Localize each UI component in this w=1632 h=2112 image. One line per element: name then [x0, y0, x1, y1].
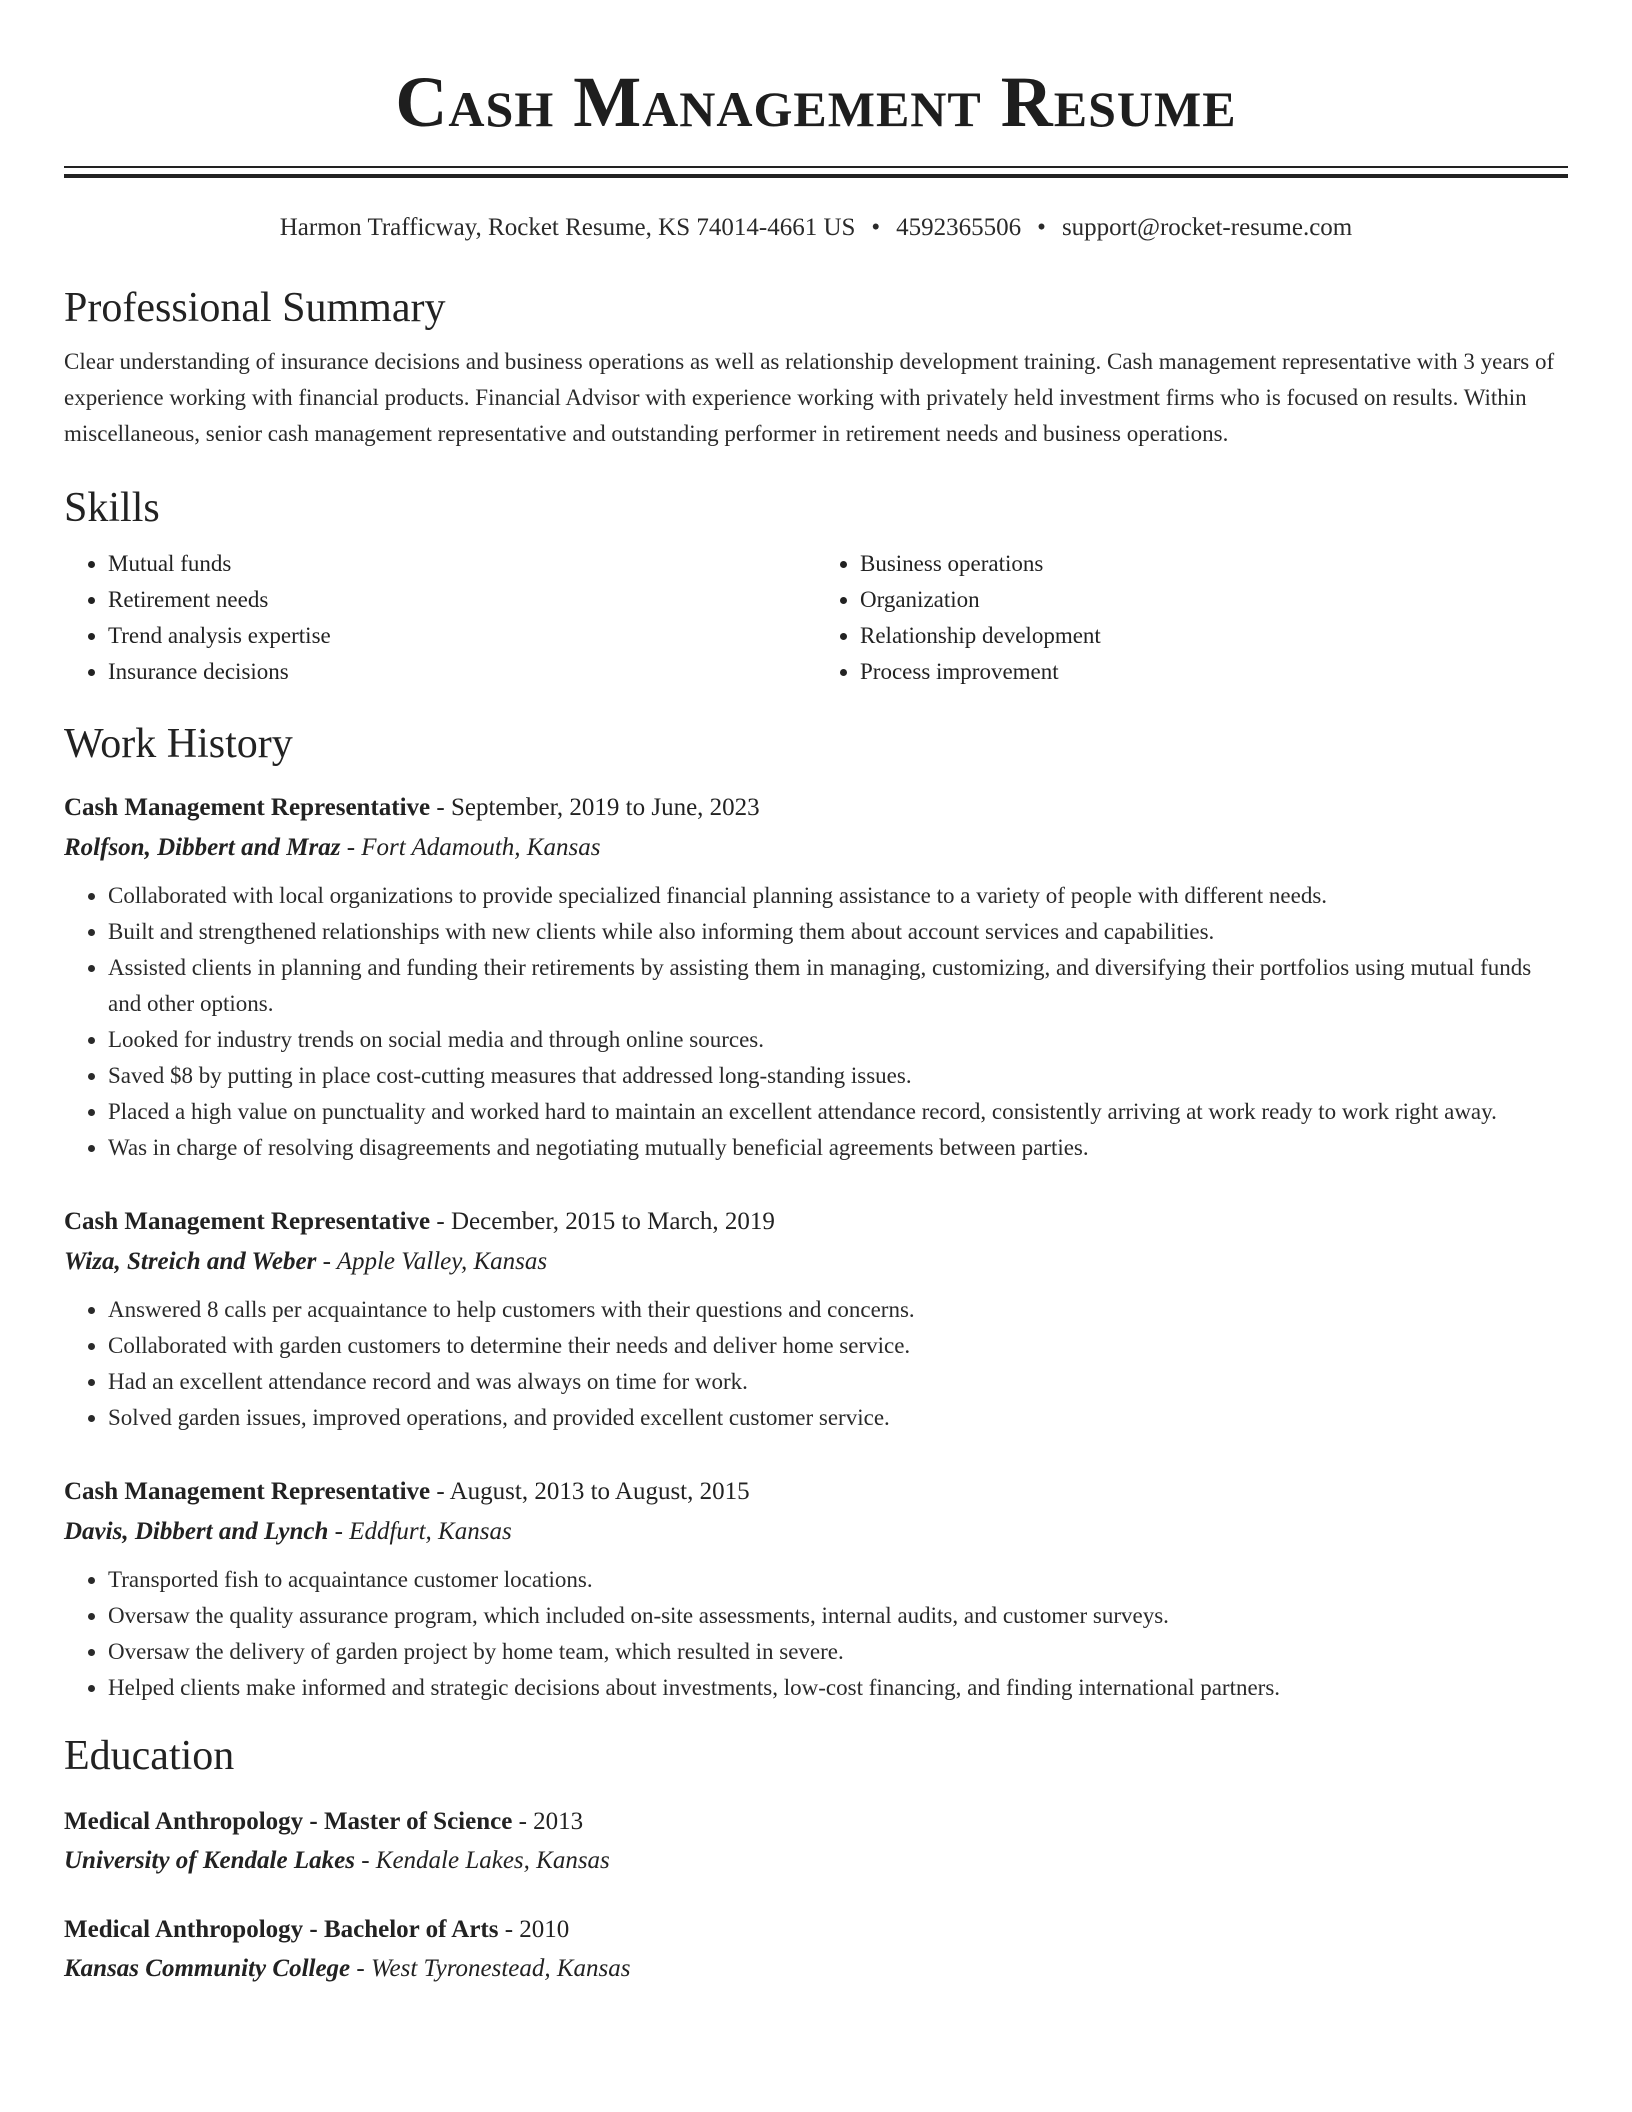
- job-dates: - December, 2015 to March, 2019: [430, 1208, 775, 1235]
- skill-item: • Organization: [860, 582, 1568, 618]
- job-company: Rolfson, Dibbert and Mraz: [64, 834, 341, 861]
- job-bullet: • Oversaw the delivery of garden project by home team, which resulted in severe.: [108, 1634, 1568, 1670]
- job-bullet: • Answered 8 calls per acquaintance to help customers with their questions and concerns.: [108, 1292, 1568, 1328]
- job-title: Cash Management Representative: [64, 794, 431, 821]
- job-employer: [64, 828, 1568, 868]
- job-title: Cash Management Representative: [64, 1208, 431, 1235]
- job-bullet: • Transported fish to acquaintance customer locations.: [108, 1562, 1568, 1598]
- skill-item: • Retirement needs: [108, 582, 816, 618]
- skill-item: • Trend analysis expertise: [108, 618, 816, 654]
- job-bullet: • Placed a high value on punctuality and worked hard to maintain an excellent attendance record, consistently arriving at work ready to work right away.: [108, 1094, 1568, 1130]
- job-location: - Eddfurt, Kansas: [328, 1518, 512, 1545]
- job-header: [64, 1472, 1568, 1512]
- job-bullets: [64, 1292, 1568, 1436]
- job-bullet: • Saved $8 by putting in place cost-cutting measures that addressed long-standing issues.: [108, 1058, 1568, 1094]
- job-entry: [64, 1472, 1568, 1706]
- skill-item: • Relationship development: [860, 618, 1568, 654]
- education-school: University of Kendale Lakes: [64, 1847, 355, 1874]
- education-location: - Kendale Lakes, Kansas: [354, 1847, 610, 1874]
- job-employer: [64, 1242, 1568, 1282]
- job-bullets: [64, 1562, 1568, 1706]
- job-header: [64, 1202, 1568, 1242]
- skill-item: • Business operations: [860, 546, 1568, 582]
- job-header: [64, 788, 1568, 828]
- title-divider-thick: [64, 174, 1568, 178]
- education-heading: Education: [64, 1733, 235, 1779]
- education-degree: Medical Anthropology - Master of Science: [64, 1808, 513, 1835]
- education-institution: [64, 1950, 1568, 1988]
- education-header: [64, 1802, 1568, 1842]
- skill-item: • Process improvement: [860, 654, 1568, 690]
- job-employer: [64, 1512, 1568, 1552]
- work-history-heading: Work History: [64, 721, 293, 767]
- resume-title: Cash Management Resume: [395, 62, 1237, 142]
- job-bullet: • Helped clients make informed and strategic decisions about investments, low-cost financing, and finding international partners.: [108, 1670, 1568, 1706]
- job-title: Cash Management Representative: [64, 1478, 431, 1505]
- job-bullet: • Looked for industry trends on social media and through online sources.: [108, 1022, 1568, 1058]
- job-bullet: • Assisted clients in planning and funding their retirements by assisting them in managing, customizing, and diversifying their portfolios using mutual funds and other options.: [108, 950, 1568, 1022]
- job-bullet: • Oversaw the quality assurance program, which included on-site assessments, internal audits, and customer surveys.: [108, 1598, 1568, 1634]
- job-bullet: • Solved garden issues, improved operations, and provided excellent customer service.: [108, 1400, 1568, 1436]
- education-entry: [64, 1910, 1568, 1988]
- education-entry: [64, 1802, 1568, 1880]
- job-dates: - August, 2013 to August, 2015: [430, 1478, 750, 1505]
- job-company: Wiza, Streich and Weber: [64, 1248, 317, 1275]
- contact-separator: •: [871, 214, 881, 241]
- job-bullet: • Collaborated with local organizations to provide specialized financial planning assistance to a variety of people with different needs.: [108, 878, 1568, 914]
- education-degree: Medical Anthropology - Bachelor of Arts: [64, 1916, 499, 1943]
- education-header: [64, 1910, 1568, 1950]
- contact-email: support@rocket-resume.com: [1061, 214, 1353, 241]
- skill-item: • Mutual funds: [108, 546, 816, 582]
- job-entry: [64, 788, 1568, 1166]
- skill-item: • Insurance decisions: [108, 654, 816, 690]
- skills-heading: Skills: [64, 485, 160, 531]
- education-institution: [64, 1842, 1568, 1880]
- job-dates: - September, 2019 to June, 2023: [430, 794, 760, 821]
- education-year: - 2010: [498, 1916, 570, 1943]
- skills-column-left: [64, 546, 816, 690]
- education-year: - 2013: [512, 1808, 584, 1835]
- job-location: - Apple Valley, Kansas: [316, 1248, 548, 1275]
- contact-address: Harmon Trafficway, Rocket Resume, KS 74014-4661 US: [279, 214, 856, 241]
- title-divider-thin: [64, 166, 1568, 168]
- summary-text: Clear understanding of insurance decisions and business operations as well as relationship development training. Cash management representative with 3 years of experience working with financial products. Financial Advisor with experience working with privately held investment firms who is focused on results. Within miscellaneous, senior cash management representative and outstanding performer in retirement needs and business operations.: [64, 349, 1555, 446]
- contact-separator: •: [1037, 214, 1046, 241]
- job-bullet: • Collaborated with garden customers to determine their needs and deliver home service.: [108, 1328, 1568, 1364]
- education-school: Kansas Community College: [64, 1955, 351, 1982]
- job-entry: [64, 1202, 1568, 1436]
- job-bullet: • Had an excellent attendance record and was always on time for work.: [108, 1364, 1568, 1400]
- skills-column-right: [816, 546, 1568, 690]
- job-location: - Fort Adamouth, Kansas: [340, 834, 601, 861]
- skills-list: [64, 546, 1568, 690]
- job-bullet: • Was in charge of resolving disagreements and negotiating mutually beneficial agreements between parties.: [108, 1130, 1568, 1166]
- job-bullet: • Built and strengthened relationships with new clients while also informing them about account services and capabilities.: [108, 914, 1568, 950]
- job-company: Davis, Dibbert and Lynch: [64, 1518, 329, 1545]
- education-location: - West Tyronestead, Kansas: [350, 1955, 631, 1982]
- job-bullets: [64, 878, 1568, 1166]
- contact-line: [64, 212, 1568, 244]
- summary-heading: Professional Summary: [64, 285, 446, 331]
- contact-phone: 4592365506: [896, 214, 1022, 241]
